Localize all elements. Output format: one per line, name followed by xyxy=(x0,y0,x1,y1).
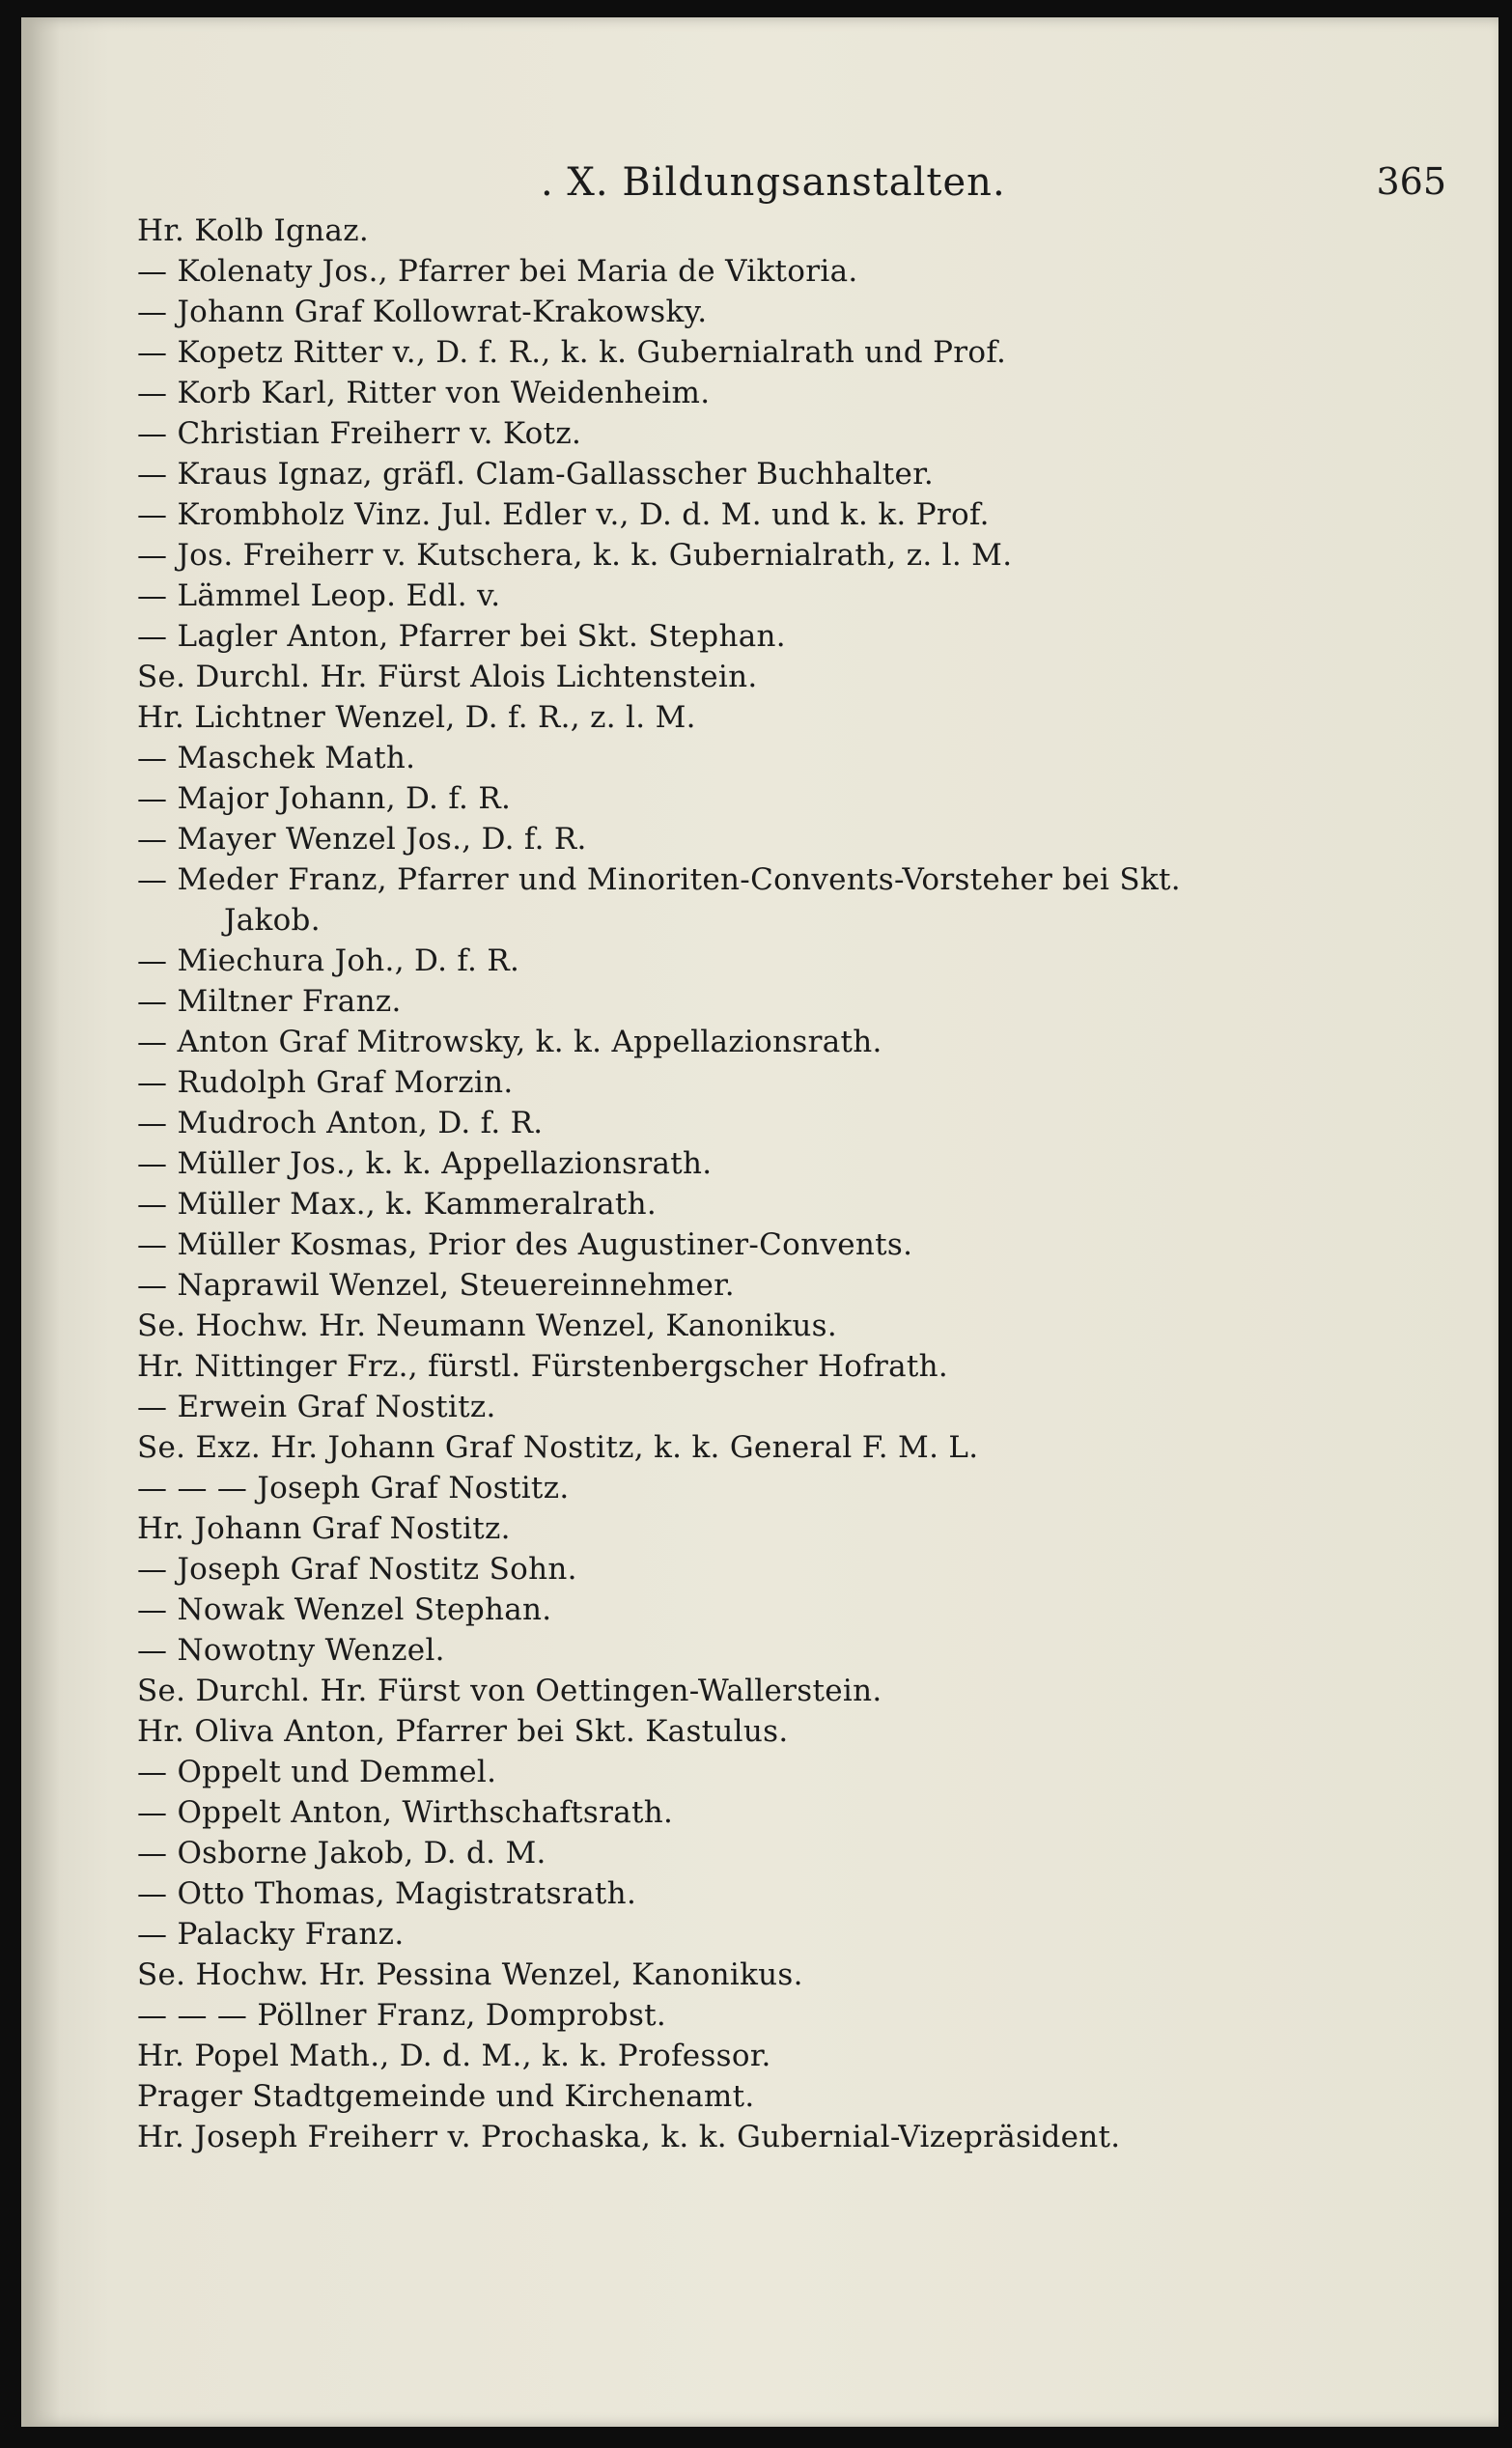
list-item: — Kopetz Ritter v., D. f. R., k. k. Gubernialrath und Prof. xyxy=(137,335,1007,370)
list-item: — Miechura Joh., D. f. R. xyxy=(137,943,520,978)
list-item: — Mayer Wenzel Jos., D. f. R. xyxy=(137,822,587,857)
list-item: — Major Johann, D. f. R. xyxy=(137,781,512,816)
list-item: — Otto Thomas, Magistratsrath. xyxy=(137,1876,637,1911)
list-item: — Lämmel Leop. Edl. v. xyxy=(137,578,501,613)
list-item: — Müller Jos., k. k. Appellazionsrath. xyxy=(137,1146,713,1181)
page-number: 365 xyxy=(1376,160,1446,203)
list-item: Se. Exz. Hr. Johann Graf Nostitz, k. k. General F. M. L. xyxy=(137,1430,979,1465)
list-item: — Maschek Math. xyxy=(137,741,416,775)
list-item: Hr. Joseph Freiherr v. Prochaska, k. k. Gubernial-Vizepräsident. xyxy=(137,2120,1121,2154)
list-item: — Christian Freiherr v. Kotz. xyxy=(137,416,582,451)
list-item: — Meder Franz, Pfarrer und Minoriten-Convents-Vorsteher bei Skt. xyxy=(137,862,1181,897)
list-item: — Krombholz Vinz. Jul. Edler v., D. d. M. und k. k. Prof. xyxy=(137,497,990,532)
list-item: — Anton Graf Mitrowsky, k. k. Appellazionsrath. xyxy=(137,1025,882,1059)
list-item: Se. Durchl. Hr. Fürst Alois Lichtenstein. xyxy=(137,660,758,694)
list-item: — Korb Karl, Ritter von Weidenheim. xyxy=(137,376,711,410)
running-header xyxy=(21,153,1498,211)
list-item: Se. Hochw. Hr. Pessina Wenzel, Kanonikus. xyxy=(137,1957,803,1992)
list-item: Hr. Nittinger Frz., fürstl. Fürstenbergscher Hofrath. xyxy=(137,1349,949,1384)
page-spine-shadow xyxy=(21,17,60,2427)
list-item: — — — Joseph Graf Nostitz. xyxy=(137,1471,570,1505)
list-item: — Mudroch Anton, D. f. R. xyxy=(137,1106,544,1140)
list-item: Se. Hochw. Hr. Neumann Wenzel, Kanonikus. xyxy=(137,1308,838,1343)
list-item: Hr. Oliva Anton, Pfarrer bei Skt. Kastulus. xyxy=(137,1714,789,1749)
list-item: — Müller Max., k. Kammeralrath. xyxy=(137,1187,658,1222)
list-item: — Palacky Franz. xyxy=(137,1917,405,1952)
list-item: — Johann Graf Kollowrat-Krakowsky. xyxy=(137,295,708,329)
list-item: — Kolenaty Jos., Pfarrer bei Maria de Viktoria. xyxy=(137,254,858,289)
list-item-continuation xyxy=(137,900,1431,941)
list-item: Prager Stadtgemeinde und Kirchenamt. xyxy=(137,2079,755,2114)
list-item: — Müller Kosmas, Prior des Augustiner-Convents. xyxy=(137,1227,913,1262)
list-item: — — — Pöllner Franz, Domprobst. xyxy=(137,1998,667,2033)
book-page xyxy=(21,17,1498,2427)
list-item: — Kraus Ignaz, gräfl. Clam-Gallasscher Buchhalter. xyxy=(137,457,935,492)
list-item: — Oppelt Anton, Wirthschaftsrath. xyxy=(137,1795,674,1830)
list-item: — Jos. Freiherr v. Kutschera, k. k. Gubernialrath, z. l. M. xyxy=(137,538,1013,573)
continuation-text: Jakob. xyxy=(224,903,321,938)
list-item: Hr. Popel Math., D. d. M., k. k. Professor. xyxy=(137,2039,771,2073)
list-item: Hr. Lichtner Wenzel, D. f. R., z. l. M. xyxy=(137,700,696,735)
list-item: — Naprawil Wenzel, Steuereinnehmer. xyxy=(137,1268,735,1303)
list-item: — Joseph Graf Nostitz Sohn. xyxy=(137,1552,577,1587)
list-item: — Lagler Anton, Pfarrer bei Skt. Stephan. xyxy=(137,619,786,654)
list-item: Hr. Johann Graf Nostitz. xyxy=(137,1511,511,1546)
list-item: — Nowotny Wenzel. xyxy=(137,1633,445,1668)
list-item: — Oppelt und Demmel. xyxy=(137,1755,497,1789)
list-item: — Erwein Graf Nostitz. xyxy=(137,1390,496,1424)
list-item: Hr. Kolb Ignaz. xyxy=(137,213,369,248)
subscriber-list xyxy=(137,211,1431,2157)
header-title: . X. Bildungsanstalten. xyxy=(541,160,1006,205)
list-item: Se. Durchl. Hr. Fürst von Oettingen-Wallerstein. xyxy=(137,1674,882,1708)
list-item: — Miltner Franz. xyxy=(137,984,402,1019)
list-item: — Nowak Wenzel Stephan. xyxy=(137,1592,552,1627)
list-item: — Osborne Jakob, D. d. M. xyxy=(137,1836,546,1871)
list-item: — Rudolph Graf Morzin. xyxy=(137,1065,514,1100)
